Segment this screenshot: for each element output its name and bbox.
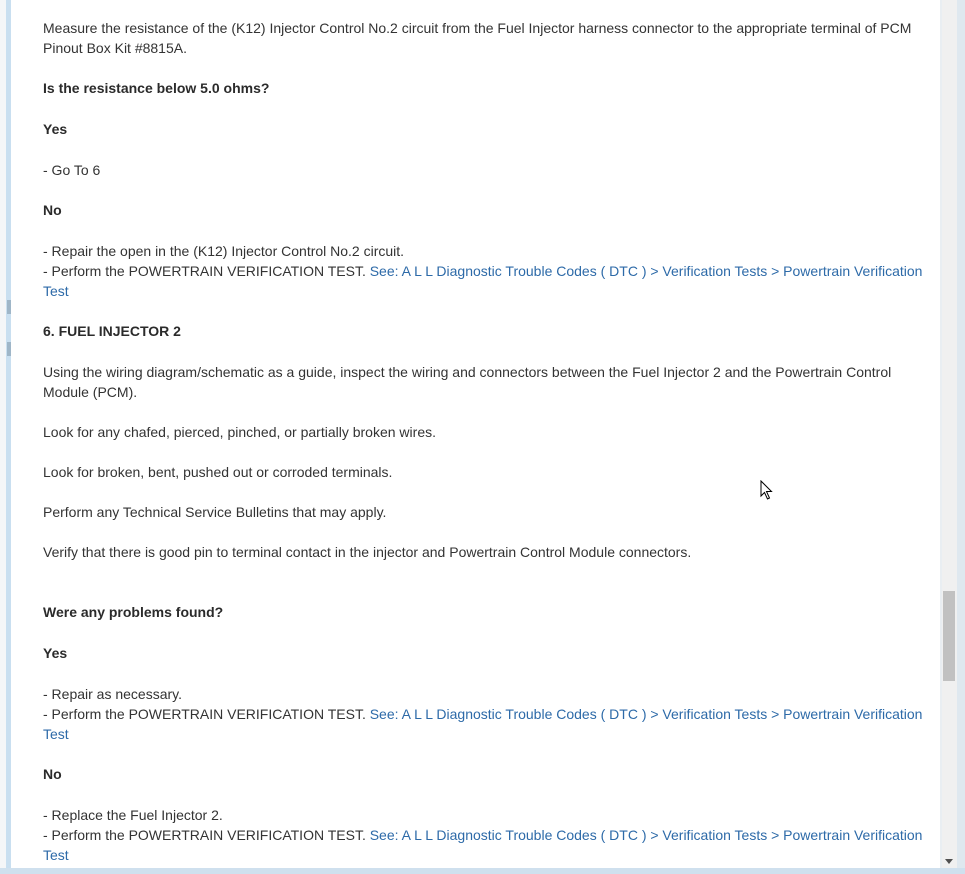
bottom-window-edge: [0, 868, 965, 874]
instruction-paragraph: Measure the resistance of the (K12) Injector Control No.2 circuit from the Fuel Injector harness connector to the appropriate terminal of PCM Pinout Box Kit #8815A.: [43, 20, 912, 56]
chevron-down-icon[interactable]: [945, 859, 953, 864]
instruction-paragraph: Look for broken, bent, pushed out or corroded terminals.: [43, 464, 393, 480]
list-item-with-link: [43, 261, 923, 301]
list-item-with-link: [43, 704, 923, 744]
list-item: - Go To 6: [43, 162, 101, 178]
verification-test-link[interactable]: See: A L L Diagnostic Trouble Codes ( DTC ) > Verification Tests > Powertrain Verification Test: [43, 827, 923, 863]
verification-test-link[interactable]: See: A L L Diagnostic Trouble Codes ( DTC ) > Verification Tests > Powertrain Verification Test: [43, 706, 923, 742]
left-window-edge: [0, 0, 11, 874]
mouse-pointer-icon: [760, 480, 774, 500]
instruction-paragraph: Look for any chafed, pierced, pinched, or partially broken wires.: [43, 424, 436, 440]
question-heading: Were any problems found?: [43, 604, 224, 620]
list-item: - Repair as necessary.: [43, 686, 183, 702]
question-heading: Is the resistance below 5.0 ohms?: [43, 80, 270, 96]
answer-yes-label: Yes: [43, 645, 68, 661]
list-item-text: - Perform the POWERTRAIN VERIFICATION TEST.: [43, 706, 370, 722]
step-heading: 6. FUEL INJECTOR 2: [43, 323, 181, 339]
vertical-scrollbar[interactable]: [942, 0, 957, 868]
document-panel: [11, 0, 940, 868]
answer-no-label: No: [43, 766, 62, 782]
instruction-paragraph: Perform any Technical Service Bulletins that may apply.: [43, 504, 387, 520]
verification-test-link[interactable]: See: A L L Diagnostic Trouble Codes ( DTC ) > Verification Tests > Powertrain Verification Test: [43, 263, 923, 299]
list-item: - Repair the open in the (K12) Injector Control No.2 circuit.: [43, 243, 405, 259]
list-item: - Replace the Fuel Injector 2.: [43, 807, 223, 823]
answer-yes-label: Yes: [43, 121, 68, 137]
instruction-paragraph: Verify that there is good pin to terminal contact in the injector and Powertrain Control Module connectors.: [43, 544, 692, 560]
scrollbar-thumb[interactable]: [943, 591, 955, 681]
instruction-paragraph: Using the wiring diagram/schematic as a guide, inspect the wiring and connectors between the Fuel Injector 2 and the Powertrain Control Module (PCM).: [43, 364, 892, 400]
answer-no-label: No: [43, 202, 62, 218]
list-item-with-link: [43, 825, 923, 865]
list-item-text: - Perform the POWERTRAIN VERIFICATION TEST.: [43, 263, 370, 279]
list-item-text: - Perform the POWERTRAIN VERIFICATION TEST.: [43, 827, 370, 843]
